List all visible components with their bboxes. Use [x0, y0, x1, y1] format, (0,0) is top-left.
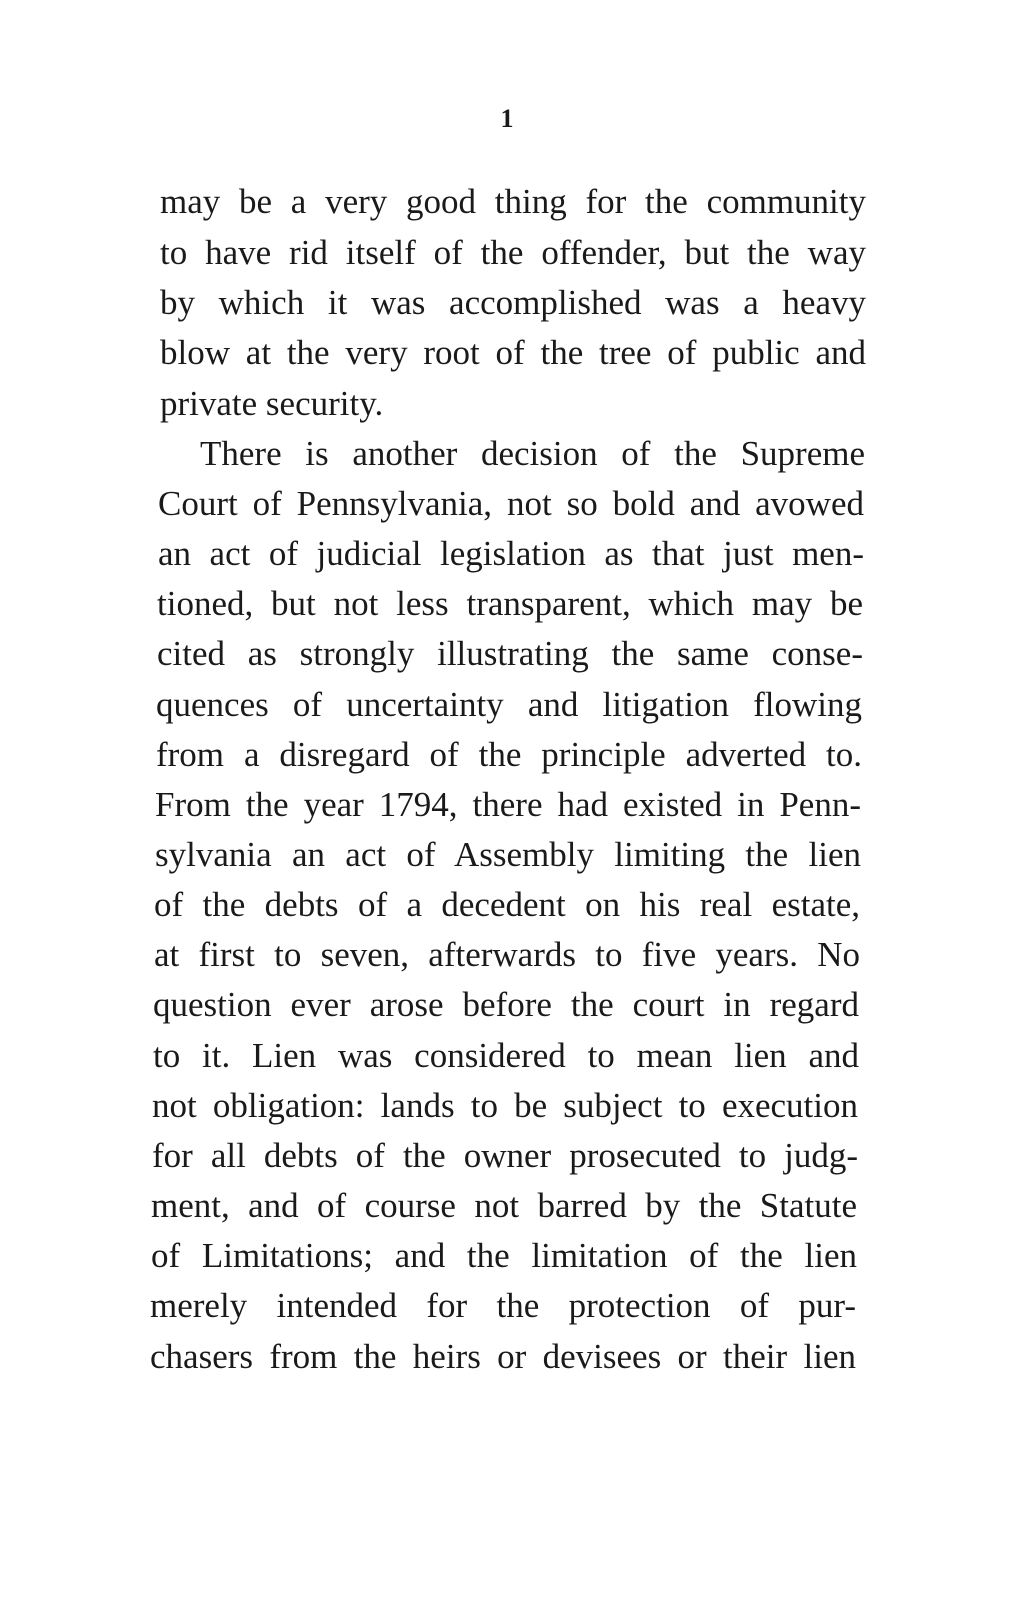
text-line: at first to seven, afterwards to five years. No: [154, 935, 860, 974]
page-number: 1: [500, 104, 514, 133]
text-line: tioned, but not less transparent, which may be: [157, 584, 863, 623]
text-line: by which it was accomplished was a heavy: [160, 283, 866, 322]
text-line: question ever arose before the court in regard: [153, 985, 859, 1024]
text-line: cited as strongly illustrating the same conse-: [157, 634, 863, 673]
text-line: may be a very good thing for the community: [160, 182, 866, 221]
text-line: ment, and of course not barred by the Statute: [151, 1186, 857, 1225]
text-line: an act of judicial legislation as that just men-: [158, 534, 864, 573]
text-line: from a disregard of the principle adverted to.: [156, 735, 862, 774]
text-line: for all debts of the owner prosecuted to judg-: [152, 1136, 858, 1175]
text-line: of the debts of a decedent on his real estate,: [154, 885, 860, 924]
text-line: merely intended for the protection of pur-: [150, 1286, 856, 1325]
text-line: to have rid itself of the offender, but the way: [160, 233, 866, 272]
text-line: quences of uncertainty and litigation flowing: [156, 685, 862, 724]
text-line-paragraph-start: There is another decision of the Supreme: [200, 434, 865, 473]
text-line: to it. Lien was considered to mean lien and: [153, 1036, 859, 1075]
text-line: chasers from the heirs or devisees or their lien: [150, 1337, 856, 1376]
text-line: of Limitations; and the limitation of the lien: [151, 1236, 857, 1275]
text-line: sylvania an act of Assembly limiting the lien: [155, 835, 861, 874]
text-line: not obligation: lands to be subject to execution: [152, 1086, 858, 1125]
text-line: Court of Pennsylvania, not so bold and avowed: [158, 484, 864, 523]
text-line: blow at the very root of the tree of public and: [160, 333, 866, 372]
text-line: From the year 1794, there had existed in Penn-: [155, 785, 861, 824]
text-line-paragraph-end: private security.: [160, 384, 384, 423]
